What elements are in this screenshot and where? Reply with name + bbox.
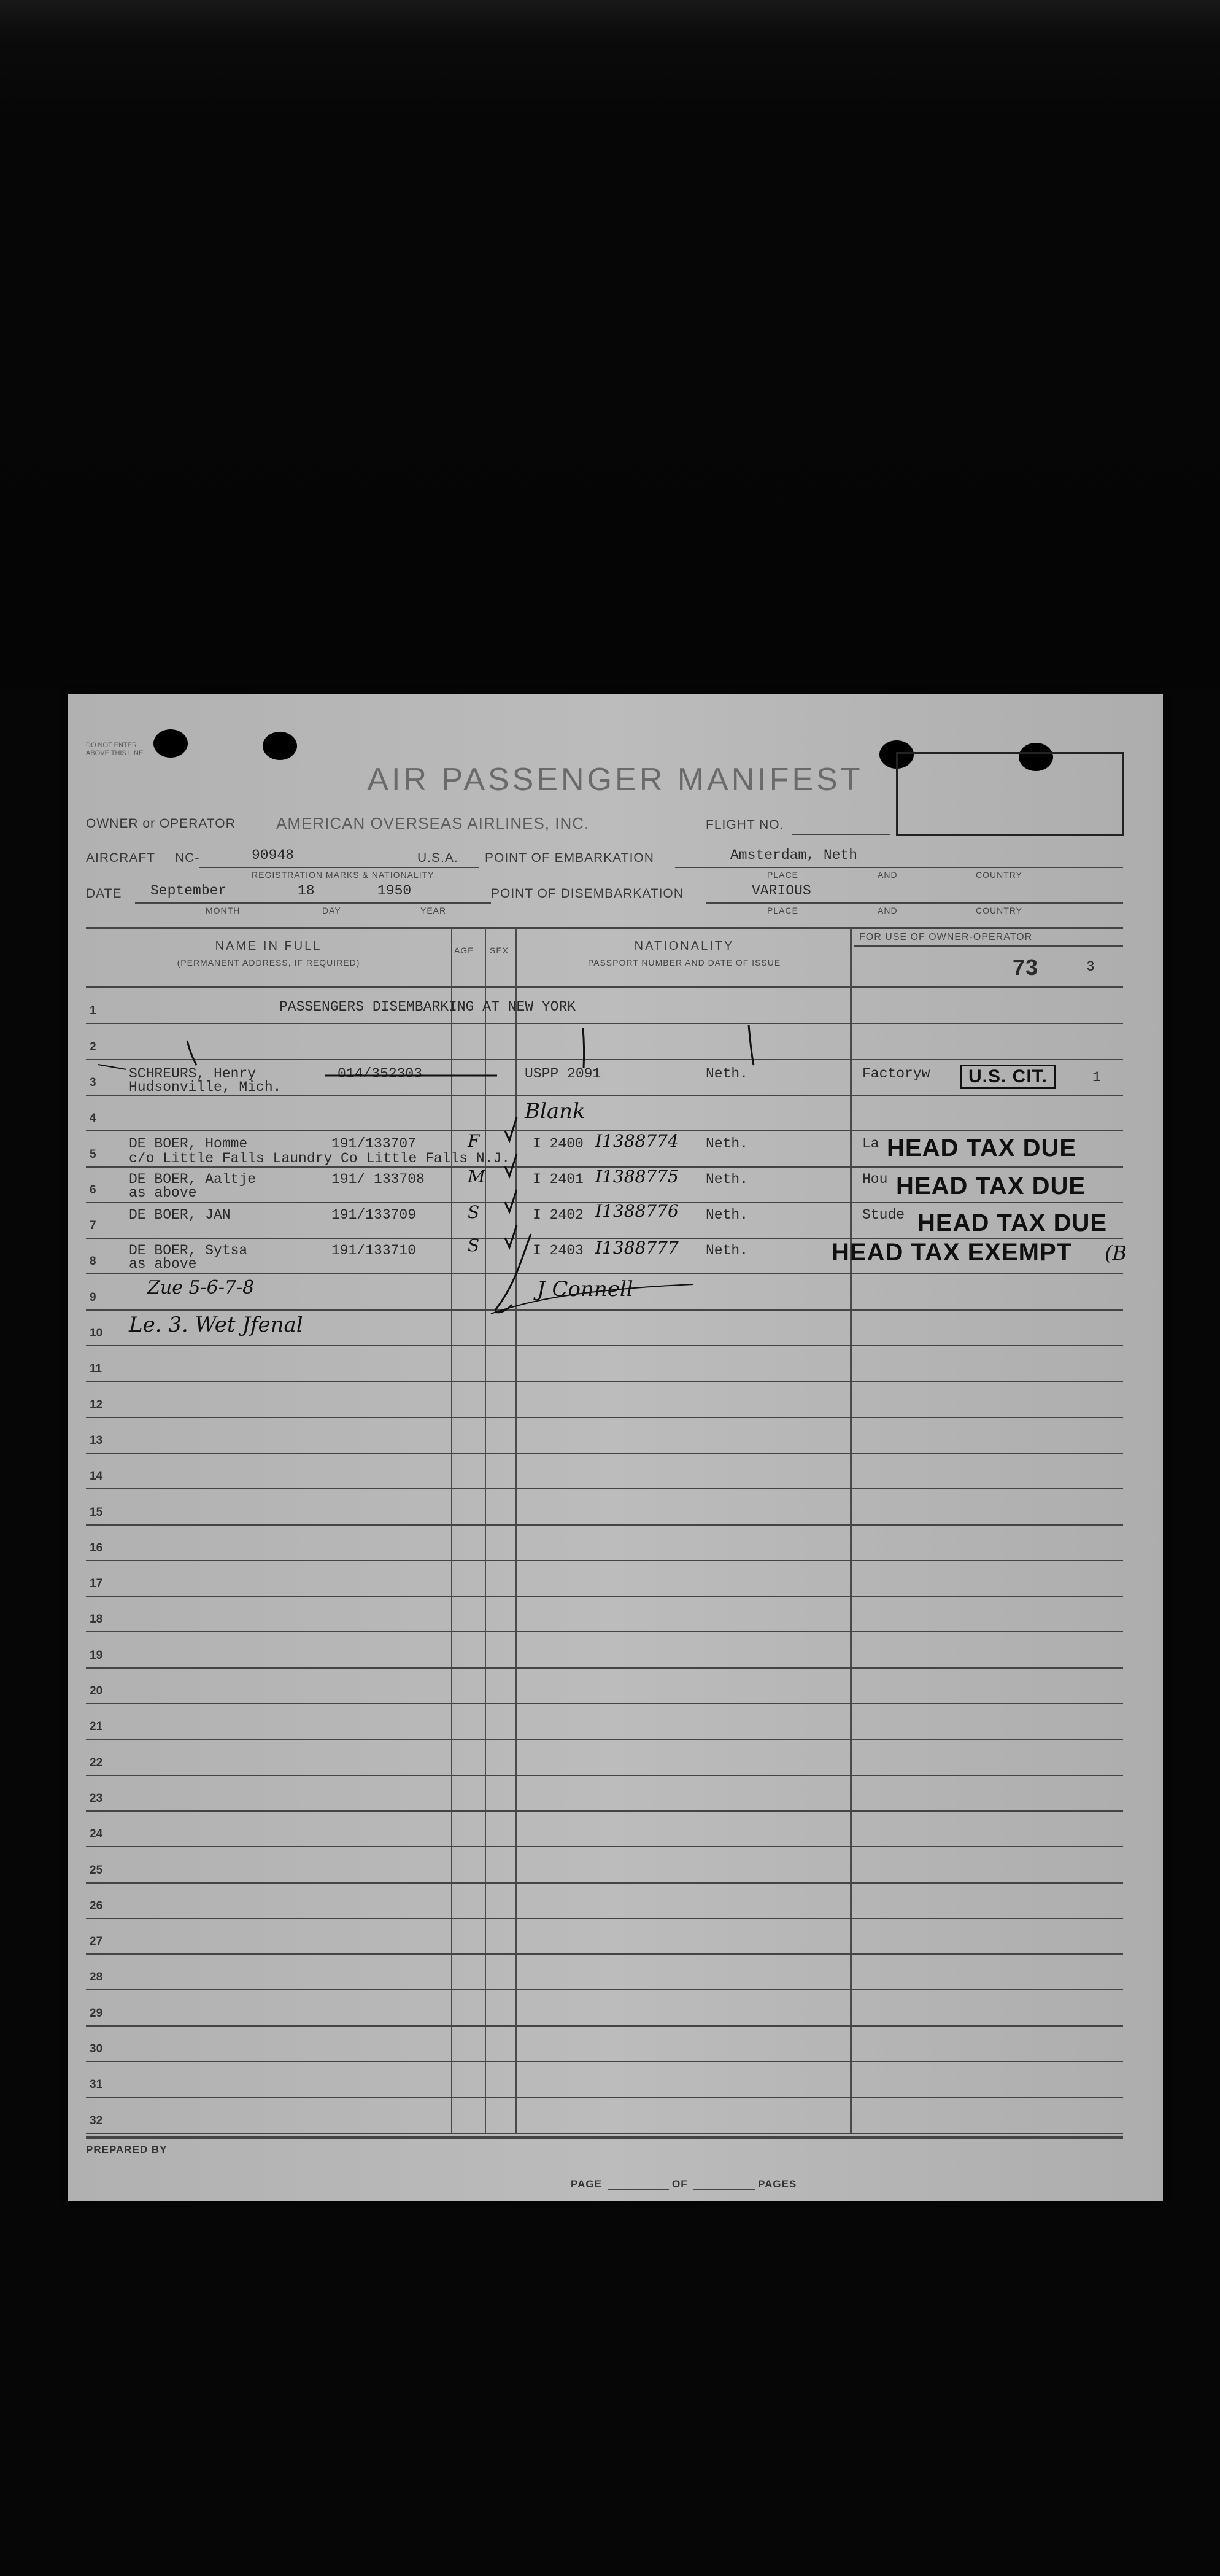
- head-tax-due-stamp-r7: HEAD TAX DUE: [917, 1209, 1108, 1236]
- r7-passport: I 2402: [533, 1207, 584, 1223]
- head-tax-due-stamp-r6: HEAD TAX DUE: [896, 1173, 1086, 1200]
- exempt-mark: (B: [1105, 1241, 1127, 1265]
- r6-nationality: Neth.: [706, 1171, 749, 1187]
- hw-number-r7: I1388776: [595, 1201, 679, 1221]
- month-sub: MONTH: [206, 906, 241, 915]
- r8-name: DE BOER, Sytsa: [129, 1243, 248, 1259]
- head-tax-exempt-stamp-r8: HEAD TAX EXEMPT: [832, 1239, 1073, 1266]
- col-sex: SEX: [490, 945, 509, 955]
- row-number: 6: [90, 1184, 96, 1197]
- date-label: DATE: [86, 886, 122, 901]
- r3-address: Hudsonville, Mich.: [129, 1079, 282, 1095]
- row-number: 31: [90, 2078, 103, 2091]
- row-number: 14: [90, 1470, 103, 1483]
- aircraft-prefix: NC-: [175, 851, 200, 865]
- col-nationality-title: NATIONALITY: [634, 939, 735, 953]
- year-sub: YEAR: [420, 906, 447, 915]
- hw-sex-r5: F: [468, 1131, 480, 1151]
- row-rule: [86, 1524, 1123, 1526]
- row-number: 11: [90, 1362, 102, 1375]
- r6-occupation: Hou: [862, 1171, 888, 1187]
- row-rule: [86, 1953, 1123, 1955]
- row-number: 30: [90, 2043, 103, 2055]
- col-age: AGE: [454, 945, 474, 955]
- embark-and-sub: AND: [878, 870, 898, 880]
- row-number: 8: [90, 1255, 96, 1268]
- row-rule: [86, 2025, 1123, 2027]
- row-number: 13: [90, 1434, 103, 1447]
- disembark-and-sub: AND: [878, 906, 898, 915]
- row-rule: [86, 1775, 1123, 1776]
- r5-name: DE BOER, Homme: [129, 1136, 248, 1152]
- page-mark: 3: [1086, 959, 1095, 975]
- r7-name: DE BOER, JAN: [129, 1207, 231, 1223]
- disembark-value: VARIOUS: [752, 883, 811, 899]
- hw-signature: J Connell: [537, 1277, 633, 1302]
- row-rule: [86, 1667, 1123, 1669]
- hw-note-row10: Le. 3. Wet Jfenal: [129, 1313, 303, 1337]
- embark-value: Amsterdam, Neth: [730, 847, 858, 863]
- row-number: 3: [90, 1076, 96, 1089]
- row-number: 20: [90, 1685, 103, 1697]
- r7-nationality: Neth.: [706, 1207, 749, 1223]
- page-underline: [608, 2189, 669, 2190]
- row-number: 28: [90, 1971, 103, 1984]
- r6-passport: I 2401: [533, 1171, 584, 1187]
- flight-label: FLIGHT NO.: [706, 818, 784, 832]
- disembark-place-sub: PLACE: [767, 906, 798, 915]
- page-label: PAGE: [571, 2178, 602, 2190]
- row-number: 22: [90, 1756, 103, 1769]
- day-sub: DAY: [322, 906, 341, 915]
- row-rule: [86, 1846, 1123, 1847]
- row-number: 16: [90, 1542, 103, 1554]
- hw-number-r8: I1388777: [595, 1238, 679, 1258]
- row-rule: [86, 1810, 1123, 1812]
- of-label: OF: [672, 2178, 688, 2190]
- embark-place-sub: PLACE: [767, 870, 798, 880]
- r5-nationality: Neth.: [706, 1136, 749, 1152]
- owner-label: OWNER or OPERATOR: [86, 817, 236, 831]
- disembark-country-sub: COUNTRY: [976, 906, 1022, 915]
- r6-name: DE BOER, Aaltje: [129, 1171, 257, 1187]
- r6-id: 191/ 133708: [331, 1171, 425, 1187]
- row-rule: [86, 1703, 1123, 1704]
- r8-passport: I 2403: [533, 1243, 584, 1259]
- hw-blank: Blank: [525, 1099, 585, 1123]
- r3-occupation: Factoryw: [862, 1066, 930, 1082]
- aircraft-sub: REGISTRATION MARKS & NATIONALITY: [252, 870, 434, 880]
- embark-country-sub: COUNTRY: [976, 870, 1022, 880]
- row-number: 1: [90, 1004, 96, 1017]
- hw-number-r5: I1388774: [595, 1131, 679, 1151]
- row-number: 19: [90, 1649, 103, 1662]
- row-number: 17: [90, 1577, 103, 1590]
- row-number: 12: [90, 1399, 103, 1411]
- col-name-sub: (PERMANENT ADDRESS, IF REQUIRED): [177, 958, 360, 968]
- row-number: 23: [90, 1792, 103, 1805]
- row-rule: [86, 2133, 1123, 2134]
- pages-label: PAGES: [758, 2178, 797, 2190]
- embark-label: POINT OF EMBARKATION: [485, 851, 654, 865]
- r3-passport: USPP 2091: [525, 1066, 601, 1082]
- r3-name: SCHREURS, Henry: [129, 1066, 257, 1082]
- row-rule: [86, 1453, 1123, 1454]
- r8-address: as above: [129, 1256, 197, 1272]
- form-title: AIR PASSENGER MANIFEST: [367, 762, 863, 797]
- row-rule: [86, 1488, 1123, 1489]
- row-rule: [86, 2061, 1123, 2062]
- row-number: 9: [90, 1291, 96, 1304]
- row-number: 7: [90, 1219, 96, 1232]
- r5-passport: I 2400: [533, 1136, 584, 1152]
- date-month: September: [150, 883, 227, 899]
- col-nationality-sub: PASSPORT NUMBER AND DATE OF ISSUE: [587, 958, 781, 968]
- date-day: 18: [298, 883, 315, 899]
- row-number: 18: [90, 1613, 103, 1626]
- row-number: 25: [90, 1864, 103, 1877]
- page-count: 73: [1013, 955, 1039, 980]
- row-number: 29: [90, 2007, 103, 2020]
- r8-id: 191/133710: [331, 1243, 417, 1259]
- manifest-sheet: [68, 694, 1163, 2201]
- hw-number-r6: I1388775: [595, 1166, 679, 1187]
- r6-address: as above: [129, 1185, 197, 1201]
- row-number: 15: [90, 1506, 103, 1519]
- corner-note: DO NOT ENTER ABOVE THIS LINE: [86, 742, 144, 757]
- row1-heading: PASSENGERS DISEMBARKING AT NEW YORK: [279, 999, 576, 1015]
- row-rule: [86, 1739, 1123, 1740]
- of-underline: [693, 2189, 755, 2190]
- date-year: 1950: [377, 883, 412, 899]
- row-rule: [86, 1989, 1123, 1990]
- table-bottom-rule: [86, 2136, 1123, 2139]
- dark-background: [0, 0, 1220, 688]
- hw-sex-r7: S: [468, 1202, 480, 1222]
- r7-occupation: Stude: [862, 1207, 905, 1223]
- r7-id: 191/133709: [331, 1207, 417, 1223]
- r5-address: c/o Little Falls Laundry Co Little Falls N.J.: [129, 1150, 511, 1166]
- head-tax-due-stamp-r5: HEAD TAX DUE: [887, 1135, 1077, 1162]
- owner-value: AMERICAN OVERSEAS AIRLINES, INC.: [276, 814, 590, 832]
- row-number: 2: [90, 1041, 96, 1053]
- row-number: 32: [90, 2114, 103, 2127]
- col-name-title: NAME IN FULL: [215, 939, 322, 953]
- hw-note-row9: Zue 5-6-7-8: [147, 1277, 255, 1298]
- r3-id: 014/352303: [338, 1066, 423, 1082]
- row-number: 10: [90, 1327, 103, 1340]
- row-number: 4: [90, 1112, 96, 1125]
- row-rule: [86, 1631, 1123, 1632]
- aircraft-number: 90948: [252, 847, 295, 863]
- row-number: 26: [90, 1899, 103, 1912]
- r3-count: 1: [1092, 1069, 1101, 1085]
- us-citizen-stamp: U.S. CIT.: [960, 1065, 1056, 1089]
- hw-sex-r6: M: [468, 1166, 485, 1187]
- row-rule: [86, 1596, 1123, 1597]
- hw-sex-r8: S: [468, 1235, 480, 1255]
- col-owner-use: FOR USE OF OWNER-OPERATOR: [859, 932, 1033, 942]
- aircraft-nationality: U.S.A.: [417, 851, 458, 865]
- row-number: 27: [90, 1935, 103, 1948]
- row-rule: [86, 2097, 1123, 2098]
- aircraft-label: AIRCRAFT: [86, 851, 155, 865]
- row-rule: [86, 1882, 1123, 1884]
- r5-id: 191/133707: [331, 1136, 417, 1152]
- row-number: 24: [90, 1828, 103, 1841]
- r5-occupation: La: [862, 1136, 879, 1152]
- row-number: 5: [90, 1148, 96, 1161]
- r8-nationality: Neth.: [706, 1243, 749, 1259]
- row-number: 21: [90, 1720, 103, 1733]
- row-rule: [86, 1918, 1123, 1919]
- row-rule: [86, 1560, 1123, 1561]
- disembark-label: POINT OF DISEMBARKATION: [491, 886, 684, 901]
- prepared-by-label: PREPARED BY: [86, 2144, 168, 2155]
- r3-nationality: Neth.: [706, 1066, 749, 1082]
